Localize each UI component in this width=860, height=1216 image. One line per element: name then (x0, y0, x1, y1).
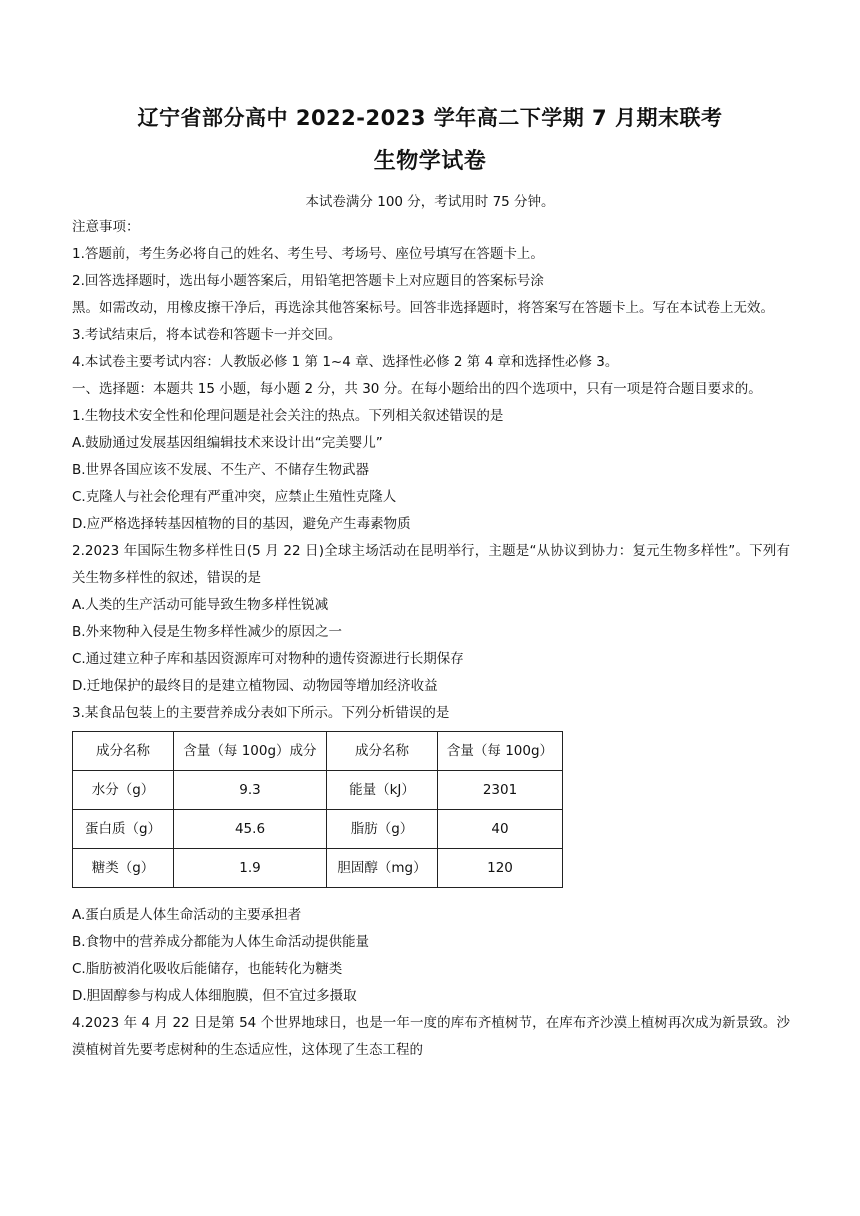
question-option: B.世界各国应该不发展、不生产、不储存生物武器 (72, 462, 370, 478)
table-row (73, 810, 563, 849)
notice-item: 4.本试卷主要考试内容：人教版必修 1 第 1~4 章、选择性必修 2 第 4 章和选择性必修 3。 (72, 354, 619, 370)
table-cell: 120 (438, 849, 563, 888)
table-cell: 脂肪（g） (327, 810, 438, 849)
question-option: A.蛋白质是人体生命活动的主要承担者 (72, 907, 302, 923)
question-option: C.脂肪被消化吸收后能储存，也能转化为糖类 (72, 961, 343, 977)
table-cell: 水分（g） (73, 771, 174, 810)
table-row (73, 849, 563, 888)
table-cell: 9.3 (174, 771, 327, 810)
table-cell: 2301 (438, 771, 563, 810)
question-option: A.鼓励通过发展基因组编辑技术来设计出“完美婴儿” (72, 435, 383, 451)
section-heading: 一、选择题：本题共 15 小题，每小题 2 分，共 30 分。在每小题给出的四个选项中，只有一项是符合题目要求的。 (72, 381, 762, 397)
table-cell: 45.6 (174, 810, 327, 849)
table-cell: 40 (438, 810, 563, 849)
table-cell: 糖类（g） (73, 849, 174, 888)
table-header-cell: 成分名称 (327, 732, 438, 771)
notice-item: 黑。如需改动，用橡皮擦干净后，再选涂其他答案标号。回答非选择题时，将答案写在答题卡上。写在本试卷上无效。 (72, 300, 774, 316)
table-header-cell: 成分名称 (73, 732, 174, 771)
question-stem: 4.2023 年 4 月 22 日是第 54 个世界地球日，也是一年一度的库布齐植树节，在库布齐沙漠上植树再次成为新景致。沙漠植树首先要考虑树种的生态适应性，这体现了生态工程的 (72, 1015, 790, 1058)
notice-item: 1.答题前，考生务必将自己的姓名、考生号、考场号、座位号填写在答题卡上。 (72, 246, 544, 262)
table-row (73, 771, 563, 810)
question-option: C.通过建立种子库和基因资源库可对物种的遗传资源进行长期保存 (72, 651, 464, 667)
table-cell: 蛋白质（g） (73, 810, 174, 849)
question-stem: 3.某食品包装上的主要营养成分表如下所示。下列分析错误的是 (72, 705, 450, 721)
question-option: B.食物中的营养成分都能为人体生命活动提供能量 (72, 934, 370, 950)
notice-item: 2.回答选择题时，选出每小题答案后，用铅笔把答题卡上对应题目的答案标号涂 (72, 273, 544, 289)
exam-subject-title: 生物学试卷 (373, 149, 487, 174)
table-cell: 1.9 (174, 849, 327, 888)
table-header-cell: 含量（每 100g）成分 (174, 732, 327, 771)
question-option: D.迁地保护的最终目的是建立植物园、动物园等增加经济收益 (72, 678, 438, 694)
table-header-cell: 含量（每 100g） (438, 732, 563, 771)
exam-body (72, 214, 790, 1064)
exam-info: 本试卷满分 100 分，考试用时 75 分钟。 (305, 194, 555, 210)
question-option: C.克隆人与社会伦理有严重冲突，应禁止生殖性克隆人 (72, 489, 397, 505)
nutrition-table (72, 731, 563, 888)
question-stem: 2.2023 年国际生物多样性日(5 月 22 日)全球主场活动在昆明举行，主题是“从协议到协力：复元生物多样性”。下列有关生物多样性的叙述，错误的是 (72, 543, 790, 586)
question-option: A.人类的生产活动可能导致生物多样性锐减 (72, 597, 329, 613)
notice-heading: 注意事项： (72, 219, 140, 235)
table-cell: 能量（kJ） (327, 771, 438, 810)
question-option: B.外来物种入侵是生物多样性减少的原因之一 (72, 624, 343, 640)
question-option: D.胆固醇参与构成人体细胞膜，但不宜过多摄取 (72, 988, 357, 1004)
question-option: D.应严格选择转基因植物的目的基因，避免产生毒素物质 (72, 516, 411, 532)
table-header-row (73, 732, 563, 771)
notice-item: 3.考试结束后，将本试卷和答题卡一并交回。 (72, 327, 342, 343)
exam-title: 辽宁省部分高中 2022-2023 学年高二下学期 7 月期末联考 (137, 106, 723, 130)
question-stem: 1.生物技术安全性和伦理问题是社会关注的热点。下列相关叙述错误的是 (72, 408, 504, 424)
table-cell: 胆固醇（mg） (327, 849, 438, 888)
